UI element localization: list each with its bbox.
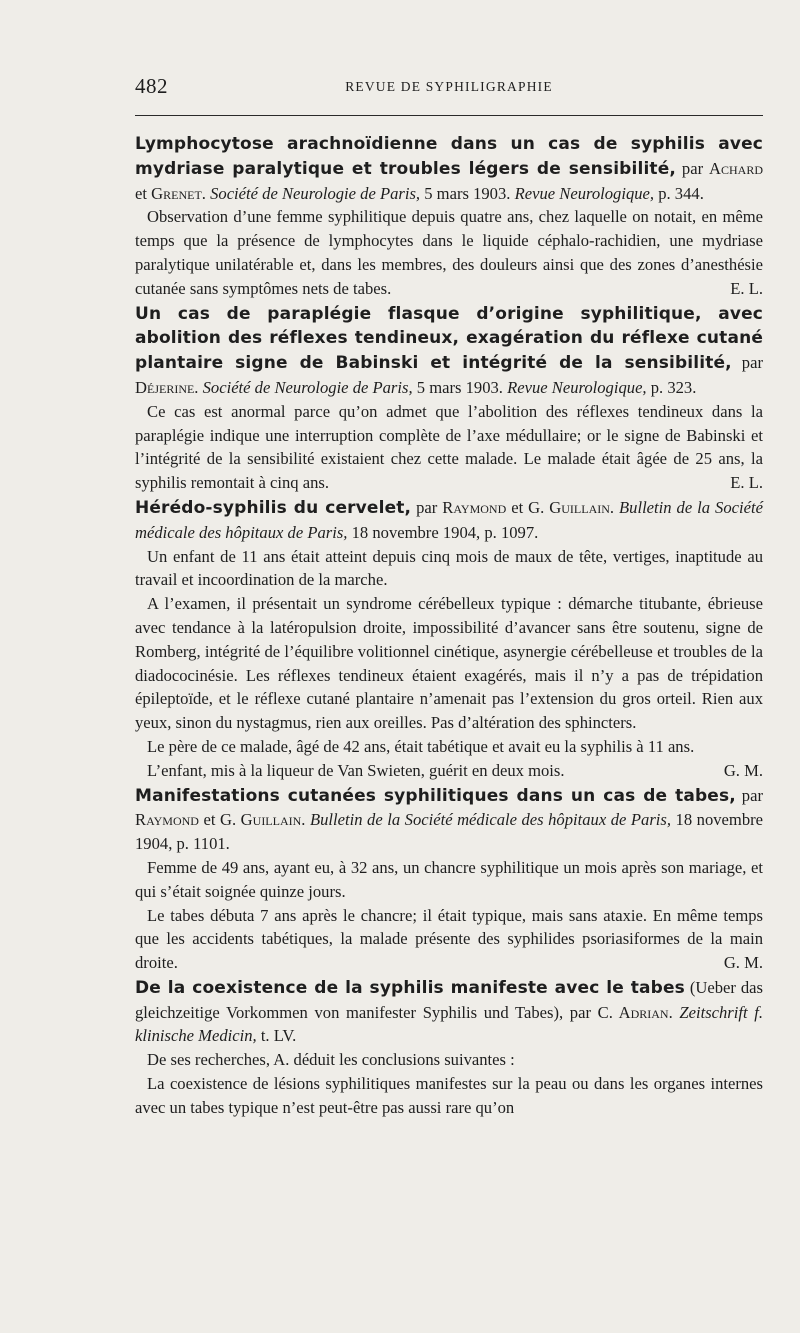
article-paragraph: A l’examen, il présentait un syndrome cérébelleux typique : démarche titubante, ébrieuse avec tendance à la latéropulsion droite, impossibilité d’avancer sans être soutenu, signe de Romberg, intégrité de l’équilibre volitionnel cinétique, asynergie cérébelleuse et troubles de la diadococinésie. Les réflexes tendineux étaient exagérés, mais il n’y a pas de trépidation épileptoïde, et le réflexe cutané plantaire n’amenait pas l’extension du gros orteil. Rien aux yeux, sinon du nystagmus, rien aux oreilles. Pas d’altération des sphincters. <box>135 594 763 733</box>
paragraph-text: Observation d’une femme syphilitique depuis quatre ans, chez laquelle on notait, en même temps que la présence de lymphocytes dans le liquide céphalo-rachidien, une mydriase paralytique unilatérable et, dans les membres, des douleurs ainsi que des zones d’anesthésie cutanée sans symptômes nets de tabes. <box>135 207 763 298</box>
article-page: p. 1101. <box>176 834 230 854</box>
article-title: De la coexistence de la syphilis manifeste avec le tabes <box>135 977 685 998</box>
running-title: REVUE DE SYPHILIGRAPHIE <box>345 79 553 94</box>
paragraph-text: Le tabes débuta 7 ans après le chancre; il était typique, mais sans ataxie. En même temps que les accidents tabétiques, la malade présente des syphilides psoriasiformes de la main droite. <box>135 905 763 973</box>
article-author: Achard <box>709 158 764 178</box>
article-title: Manifestations cutanées syphilitiques dans un cas de tabes, <box>135 785 736 806</box>
article-journal: Zeitschrift f. klinische Medicin, <box>135 1002 763 1046</box>
article-paragraph <box>135 205 763 300</box>
article-source: Bulletin de la Société médicale des hôpitaux de Paris, <box>309 810 672 830</box>
article-journal: Revue Neurologique, <box>514 183 655 203</box>
article-and: et <box>135 183 147 203</box>
article-signature: E. L. <box>730 278 763 298</box>
article-paragraph <box>135 904 763 975</box>
article-page: p. 344. <box>658 183 704 203</box>
article-signature: G. M. <box>723 953 763 973</box>
article-author: Raymond <box>442 497 507 517</box>
article-title: Lymphocytose arachnoïdienne dans un cas de syphilis avec mydriase paralytique et troubles légers de sensibilité, <box>135 134 763 179</box>
article-date: 5 mars 1903. <box>416 377 503 397</box>
article-date: 18 novembre 1904, <box>135 810 764 854</box>
article-source: Société de Neurologie de Paris, <box>202 377 413 397</box>
article-and: et <box>511 497 524 517</box>
article-entry <box>135 132 763 205</box>
article-by: par <box>569 1002 591 1022</box>
article-source: Société de Neurologie de Paris, <box>210 183 421 203</box>
article-entry <box>135 302 763 400</box>
article-title: Hérédo-syphilis du cervelet, <box>135 497 412 518</box>
article-paragraph: Le père de ce malade, âgé de 42 ans, était tabétique et avait eu la syphilis à 11 ans. <box>147 736 695 756</box>
article-paragraph: Femme de 49 ans, ayant eu, à 32 ans, un chancre syphilitique un mois après son mariage, et qui s’était soignée quinze jours. <box>135 857 763 901</box>
article-by: par <box>416 497 438 517</box>
article-page: p. 1097. <box>484 522 539 542</box>
paragraph-text: L’enfant, mis à la liqueur de Van Swieten, guérit en deux mois. <box>147 760 565 780</box>
article-subtitle: (Ueber das gleichzeitige Vorkommen von manifester Syphilis und Tabes), <box>135 977 763 1022</box>
article-date: 18 novembre 1904, <box>351 522 481 542</box>
article-by: par <box>681 158 704 178</box>
page-number: 482 <box>135 74 168 98</box>
article-paragraph <box>135 400 763 495</box>
article-title: Un cas de paraplégie flasque d’origine syphilitique, avec abolition des réflexes tendineux, exagération du réflexe cutané plantaire signe de Babinski et intégrité de la sensibilité, <box>135 303 763 374</box>
article-journal: Revue Neurologique, <box>507 377 647 397</box>
article-signature: G. M. <box>723 760 763 780</box>
article-source: Bulletin de la Société médicale des hôpitaux de Paris, <box>135 497 763 542</box>
header-rule <box>135 115 763 116</box>
paragraph-text: Ce cas est anormal parce qu’on admet que l’abolition des réflexes tendineux dans la paraplégie indique une interruption complète de l’axe médullaire; or le signe de Babinski et l’intégrité de la sensibilité existaient chez cette malade. Le malade était âgée de 25 ans, la syphilis remontait à cinq ans. <box>135 401 763 493</box>
article-paragraph <box>135 759 763 783</box>
article-entry <box>135 976 763 1048</box>
article-author: G. Guillain. <box>220 810 306 830</box>
article-paragraph: La coexistence de lésions syphilitiques manifestes sur la peau ou dans les organes internes avec un tabes typique n’est peut-être pas aussi rare qu’on <box>135 1074 763 1117</box>
article-volume: t. LV. <box>260 1026 297 1046</box>
article-date: 5 mars 1903. <box>424 183 511 203</box>
article-author: G. Guillain. <box>528 497 615 517</box>
article-paragraph: De ses recherches, A. déduit les conclusions suivantes : <box>147 1050 515 1070</box>
page-header <box>135 74 763 104</box>
article-signature: E. L. <box>730 473 763 493</box>
article-page: p. 323. <box>650 377 697 397</box>
article-paragraph: Un enfant de 11 ans était atteint depuis cinq mois de maux de tête, vertiges, inaptitude au travail et incoordination de la marche. <box>135 546 763 590</box>
article-by: par <box>741 353 763 373</box>
article-author: Raymond <box>135 810 199 830</box>
article-entry <box>135 496 763 545</box>
article-author: Grenet. <box>151 183 206 203</box>
page-body <box>135 131 763 1120</box>
article-and: et <box>203 810 216 830</box>
article-by: par <box>741 785 763 805</box>
article-author: Déjerine. <box>135 377 199 397</box>
article-author: C. Adrian. <box>597 1002 673 1022</box>
article-entry <box>135 784 763 856</box>
